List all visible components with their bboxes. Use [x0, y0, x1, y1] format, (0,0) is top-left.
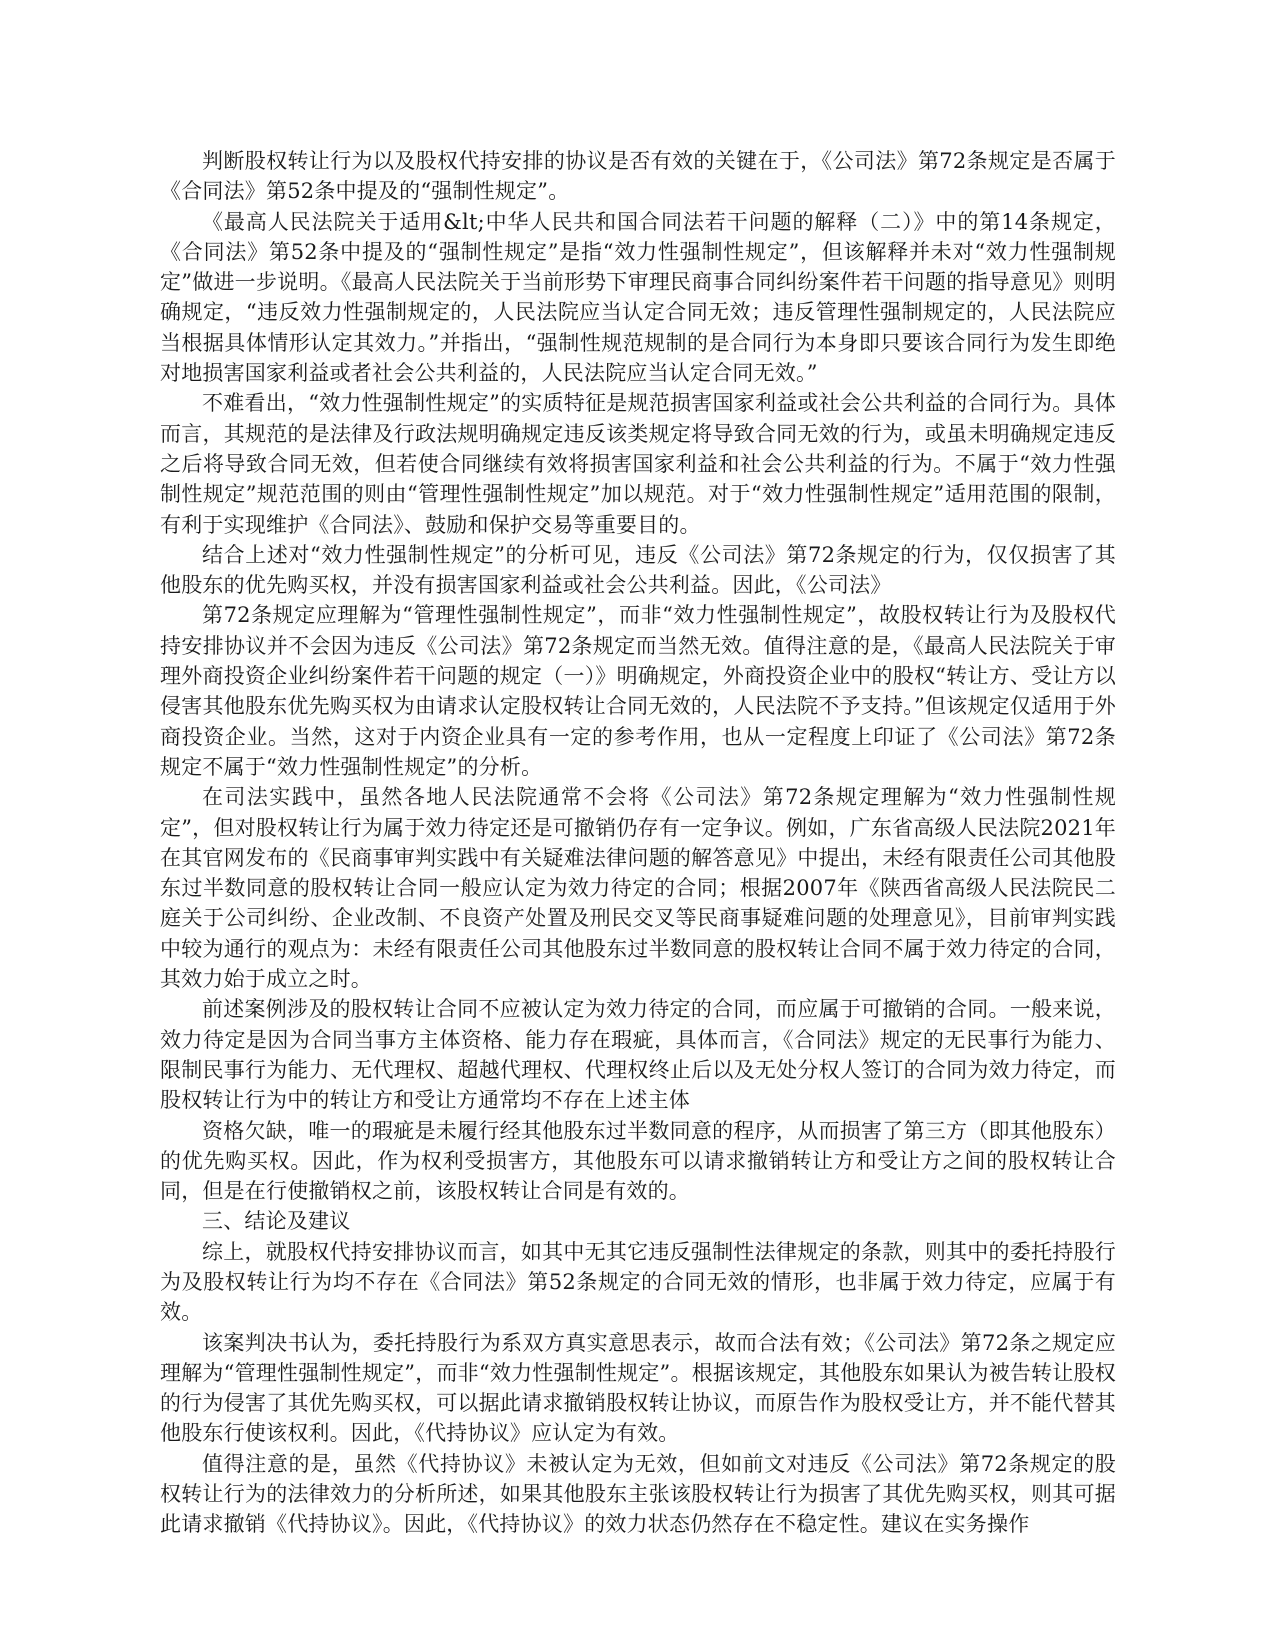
paragraph: 不难看出，“效力性强制性规定”的实质特征是规范损害国家利益或社会公共利益的合同行为。具体而言，其规范的是法律及行政法规明确规定违反该类规定将导致合同无效的行为，或虽未明确规定违反之后将导致合同无效，但若使合同继续有效将损害国家利益和社会公共利益的行为。不属于“效力性强制性规定”规范范围的则由“管理性强制性规定”加以规范。对于“效力性强制性规定”适用范围的限制，有利于实现维护《合同法》、鼓励和保护交易等重要目的。 [160, 391, 1116, 537]
paragraph: 前述案例涉及的股权转让合同不应被认定为效力待定的合同，而应属于可撤销的合同。一般来说，效力待定是因为合同当事方主体资格、能力存在瑕疵，具体而言，《合同法》规定的无民事行为能力、限制民事行为能力、无代理权、超越代理权、代理权终止后以及无处分权人签订的合同为效力待定，而股权转让行为中的转让方和受让方通常均不存在上述主体 [160, 997, 1116, 1113]
paragraph: 该案判决书认为，委托持股行为系双方真实意思表示，故而合法有效；《公司法》第72条之规定应理解为“管理性强制性规定”，而非“效力性强制性规定”。根据该规定，其他股东如果认为被告转让股权的行为侵害了其优先购买权，可以据此请求撤销股权转让协议，而原告作为股权受让方，并不能代替其他股东行使该权利。因此，《代持协议》应认定为有效。 [160, 1330, 1116, 1446]
section-heading: 三、结论及建议 [202, 1209, 351, 1234]
paragraph: 结合上述对“效力性强制性规定”的分析可见，违反《公司法》第72条规定的行为，仅仅损害了其他股东的优先购买权，并没有损害国家利益或社会公共利益。因此，《公司法》 [160, 542, 1116, 598]
paragraph: 第72条规定应理解为“管理性强制性规定”，而非“效力性强制性规定”，故股权转让行为及股权代持安排协议并不会因为违反《公司法》第72条规定而当然无效。值得注意的是，《最高人民法院关于审理外商投资企业纠纷案件若干问题的规定（一）》明确规定，外商投资企业中的股权“转让方、受让方以侵害其他股东优先购买权为由请求认定股权转让合同无效的，人民法院不予支持。”但该规定仅适用于外商投资企业。当然，这对于内资企业具有一定的参考作用，也从一定程度上印证了《公司法》第72条规定不属于“效力性强制性规定”的分析。 [160, 603, 1116, 779]
paragraph: 资格欠缺，唯一的瑕疵是未履行经其他股东过半数同意的程序，从而损害了第三方（即其他股东）的优先购买权。因此，作为权利受损害方，其他股东可以请求撤销转让方和受让方之间的股权转让合同，但是在行使撤销权之前，该股权转让合同是有效的。 [160, 1118, 1116, 1204]
paragraph: 综上，就股权代持安排协议而言，如其中无其它违反强制性法律规定的条款，则其中的委托持股行为及股权转让行为均不存在《合同法》第52条规定的合同无效的情形，也非属于效力待定，应属于有效。 [160, 1239, 1116, 1325]
paragraph: 判断股权转让行为以及股权代持安排的协议是否有效的关键在于，《公司法》第72条规定是否属于《合同法》第52条中提及的“强制性规定”。 [160, 149, 1116, 204]
paragraph: 在司法实践中，虽然各地人民法院通常不会将《公司法》第72条规定理解为“效力性强制性规定”，但对股权转让行为属于效力待定还是可撤销仍存有一定争议。例如，广东省高级人民法院2021年在其官网发布的《民商事审判实践中有关疑难法律问题的解答意见》中提出，未经有限责任公司其他股东过半数同意的股权转让合同一般应认定为效力待定的合同；根据2007年《陕西省高级人民法院民二庭关于公司纠纷、企业改制、不良资产处置及刑民交叉等民商事疑难问题的处理意见》，目前审判实践中较为通行的观点为：未经有限责任公司其他股东过半数同意的股权转让合同不属于效力待定的合同，其效力始于成立之时。 [160, 785, 1116, 992]
paragraph: 值得注意的是，虽然《代持协议》未被认定为无效，但如前文对违反《公司法》第72条规定的股权转让行为的法律效力的分析所述，如果其他股东主张该股权转让行为损害了其优先购买权，则其可据此请求撤销《代持协议》。因此，《代持协议》的效力状态仍然存在不稳定性。建议在实务操作 [160, 1451, 1116, 1537]
document-body [160, 146, 1116, 1540]
paragraph: 《最高人民法院关于适用&lt;中华人民共和国合同法若干问题的解释（二）》中的第14条规定，《合同法》第52条中提及的“强制性规定”是指“效力性强制性规定”，但该解释并未对“效力性强制规定”做进一步说明。《最高人民法院关于当前形势下审理民商事合同纠纷案件若干问题的指导意见》则明确规定，“违反效力性强制规定的，人民法院应当认定合同无效；违反管理性强制规定的，人民法院应当根据具体情形认定其效力。”并指出，“强制性规范规制的是合同行为本身即只要该合同行为发生即绝对地损害国家利益或者社会公共利益的，人民法院应当认定合同无效。” [160, 209, 1116, 386]
